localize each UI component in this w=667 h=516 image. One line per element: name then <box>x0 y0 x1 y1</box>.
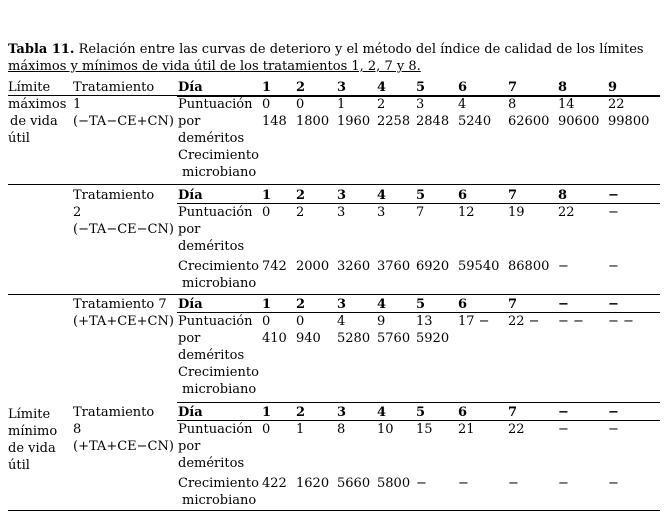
growth-row-label: microbiano <box>182 165 257 180</box>
score-value: − <box>608 205 619 220</box>
score-value: 9 <box>377 314 386 329</box>
growth-row-label: microbiano <box>182 493 257 508</box>
table-rule <box>177 402 660 403</box>
growth-value: 5280 <box>337 331 371 346</box>
score-row-label: deméritos <box>178 456 245 471</box>
day-number: 6 <box>458 188 468 203</box>
growth-value: 59540 <box>458 259 500 274</box>
score-row-label: por <box>178 114 201 129</box>
score-value: − <box>608 422 619 437</box>
day-header: Día <box>178 188 203 203</box>
day-number: 5 <box>416 188 426 203</box>
score-value: 15 <box>416 422 433 437</box>
score-row-label: deméritos <box>178 348 245 363</box>
limit-min-label: mínimo <box>8 424 58 439</box>
growth-value: 3260 <box>337 259 371 274</box>
score-value: 3 <box>416 97 425 112</box>
growth-value: 6920 <box>416 259 450 274</box>
day-number: 6 <box>458 405 468 420</box>
growth-row-label: microbiano <box>182 276 257 291</box>
day-number: 7 <box>508 188 518 203</box>
score-value: − − <box>558 314 584 329</box>
growth-value: 410 <box>262 331 287 346</box>
score-value: 0 <box>262 422 271 437</box>
growth-value: 2848 <box>416 114 450 129</box>
day-number: − <box>608 405 619 420</box>
score-value: 10 <box>377 422 394 437</box>
growth-value: 86800 <box>508 259 550 274</box>
day-number: 3 <box>337 405 347 420</box>
growth-value: − <box>416 476 427 491</box>
caption-text-line1: Relación entre las curvas de deterioro y el método del índice de calidad de los límites <box>78 42 644 57</box>
day-header: Día <box>178 405 203 420</box>
score-value: 19 <box>508 205 525 220</box>
day-number: 2 <box>296 80 306 95</box>
table-rule <box>72 294 660 295</box>
growth-value: − <box>608 259 619 274</box>
score-value: 8 <box>508 97 517 112</box>
score-row-label: por <box>178 331 201 346</box>
score-value: 22 <box>508 422 525 437</box>
limit-min-label: útil <box>8 458 30 473</box>
growth-value: − <box>608 476 619 491</box>
score-value: 1 <box>296 422 305 437</box>
score-row-label: por <box>178 439 201 454</box>
score-value: 2 <box>377 97 386 112</box>
score-row-label: Puntuación <box>178 314 253 329</box>
day-header: Día <box>178 297 203 312</box>
day-number: 2 <box>296 405 306 420</box>
day-number: 7 <box>508 80 518 95</box>
day-number: 8 <box>558 80 568 95</box>
growth-value: 3760 <box>377 259 411 274</box>
treatment-label: (−TA−CE−CN) <box>73 222 174 237</box>
day-number: 9 <box>608 80 618 95</box>
day-number: 1 <box>262 188 272 203</box>
growth-row-label: Crecimiento <box>178 476 259 491</box>
day-number: − <box>558 297 569 312</box>
growth-value: 742 <box>262 259 287 274</box>
day-number: 3 <box>337 80 347 95</box>
day-number: 2 <box>296 297 306 312</box>
growth-value: 1960 <box>337 114 371 129</box>
score-row-label: Puntuación <box>178 422 253 437</box>
score-row-label: Puntuación <box>178 97 253 112</box>
growth-value: 5760 <box>377 331 411 346</box>
growth-value: 5800 <box>377 476 411 491</box>
table-rule <box>8 184 660 185</box>
growth-value: − <box>508 476 519 491</box>
day-number: 4 <box>377 297 387 312</box>
growth-row-label: Crecimiento <box>178 365 259 380</box>
day-number: 2 <box>296 188 306 203</box>
day-number: 6 <box>458 297 468 312</box>
growth-value: − <box>558 476 569 491</box>
limit-max-label: máximos <box>8 97 67 112</box>
growth-value: 940 <box>296 331 321 346</box>
growth-value: 5920 <box>416 331 450 346</box>
day-number: 3 <box>337 188 347 203</box>
score-row-label: Puntuación <box>178 205 253 220</box>
day-number: 1 <box>262 297 272 312</box>
day-number: 1 <box>262 80 272 95</box>
score-value: 14 <box>558 97 575 112</box>
caption-text-line2: máximos y mínimos de vida útil de los tratamientos 1, 2, 7 y 8. <box>8 59 421 74</box>
limit-max-label: útil <box>8 131 30 146</box>
score-value: 21 <box>458 422 475 437</box>
score-value: 3 <box>377 205 386 220</box>
treatment-label: (+TA+CE+CN) <box>73 314 174 329</box>
score-row-label: por <box>178 222 201 237</box>
day-number: 4 <box>377 188 387 203</box>
score-value: 22 <box>558 205 575 220</box>
treatment-label: Tratamiento 7 <box>73 297 167 312</box>
score-row-label: deméritos <box>178 239 245 254</box>
score-value: 4 <box>458 97 467 112</box>
growth-value: 2258 <box>377 114 411 129</box>
score-value: 22 − <box>508 314 540 329</box>
treatment-label: (+TA+CE−CN) <box>73 439 174 454</box>
table-rule <box>8 510 660 511</box>
score-value: 0 <box>262 314 271 329</box>
growth-value: 5660 <box>337 476 371 491</box>
score-value: 4 <box>337 314 346 329</box>
day-number: 8 <box>558 188 568 203</box>
growth-value: 2000 <box>296 259 330 274</box>
score-value: 22 <box>608 97 625 112</box>
score-value: − − <box>608 314 634 329</box>
score-value: 0 <box>262 205 271 220</box>
table-caption <box>8 41 660 75</box>
score-value: 12 <box>458 205 475 220</box>
score-value: 13 <box>416 314 433 329</box>
limit-min-label: de vida <box>8 441 56 456</box>
treatment-label: 8 <box>73 422 82 437</box>
limit-min-label: Límite <box>8 407 51 422</box>
treatment-label: (−TA−CE+CN) <box>73 114 174 129</box>
score-value: 0 <box>296 97 305 112</box>
day-number: 6 <box>458 80 468 95</box>
day-number: 3 <box>337 297 347 312</box>
day-number: − <box>608 188 619 203</box>
treatment-label: Tratamiento <box>73 188 155 203</box>
score-row-label: deméritos <box>178 131 245 146</box>
score-value: 2 <box>296 205 305 220</box>
day-number: 5 <box>416 80 426 95</box>
growth-value: − <box>558 259 569 274</box>
growth-value: 1800 <box>296 114 330 129</box>
score-value: 17 − <box>458 314 490 329</box>
day-number: 7 <box>508 405 518 420</box>
growth-value: 5240 <box>458 114 492 129</box>
day-number: 4 <box>377 80 387 95</box>
day-number: 7 <box>508 297 518 312</box>
growth-value: 90600 <box>558 114 600 129</box>
growth-row-label: microbiano <box>182 382 257 397</box>
growth-value: 99800 <box>608 114 650 129</box>
growth-value: 148 <box>262 114 287 129</box>
day-number: − <box>608 297 619 312</box>
score-value: 0 <box>296 314 305 329</box>
day-header: Día <box>178 80 203 95</box>
treatment-label: 1 <box>73 97 82 112</box>
score-value: 8 <box>337 422 346 437</box>
growth-value: 62600 <box>508 114 550 129</box>
limit-max-label: Límite <box>8 80 51 95</box>
caption-label: Tabla 11. <box>8 42 75 57</box>
day-number: − <box>558 405 569 420</box>
day-number: 1 <box>262 405 272 420</box>
growth-value: 1620 <box>296 476 330 491</box>
growth-value: − <box>458 476 469 491</box>
growth-value: 422 <box>262 476 287 491</box>
treatment-label: Tratamiento <box>73 80 155 95</box>
day-number: 4 <box>377 405 387 420</box>
day-number: 5 <box>416 297 426 312</box>
limit-max-label: de vida <box>10 114 58 129</box>
treatment-label: 2 <box>73 205 82 220</box>
score-value: 0 <box>262 97 271 112</box>
day-number: 5 <box>416 405 426 420</box>
score-value: − <box>558 422 569 437</box>
score-value: 7 <box>416 205 425 220</box>
growth-row-label: Crecimiento <box>178 148 259 163</box>
growth-row-label: Crecimiento <box>178 259 259 274</box>
treatment-label: Tratamiento <box>73 405 155 420</box>
score-value: 3 <box>337 205 346 220</box>
score-value: 1 <box>337 97 346 112</box>
